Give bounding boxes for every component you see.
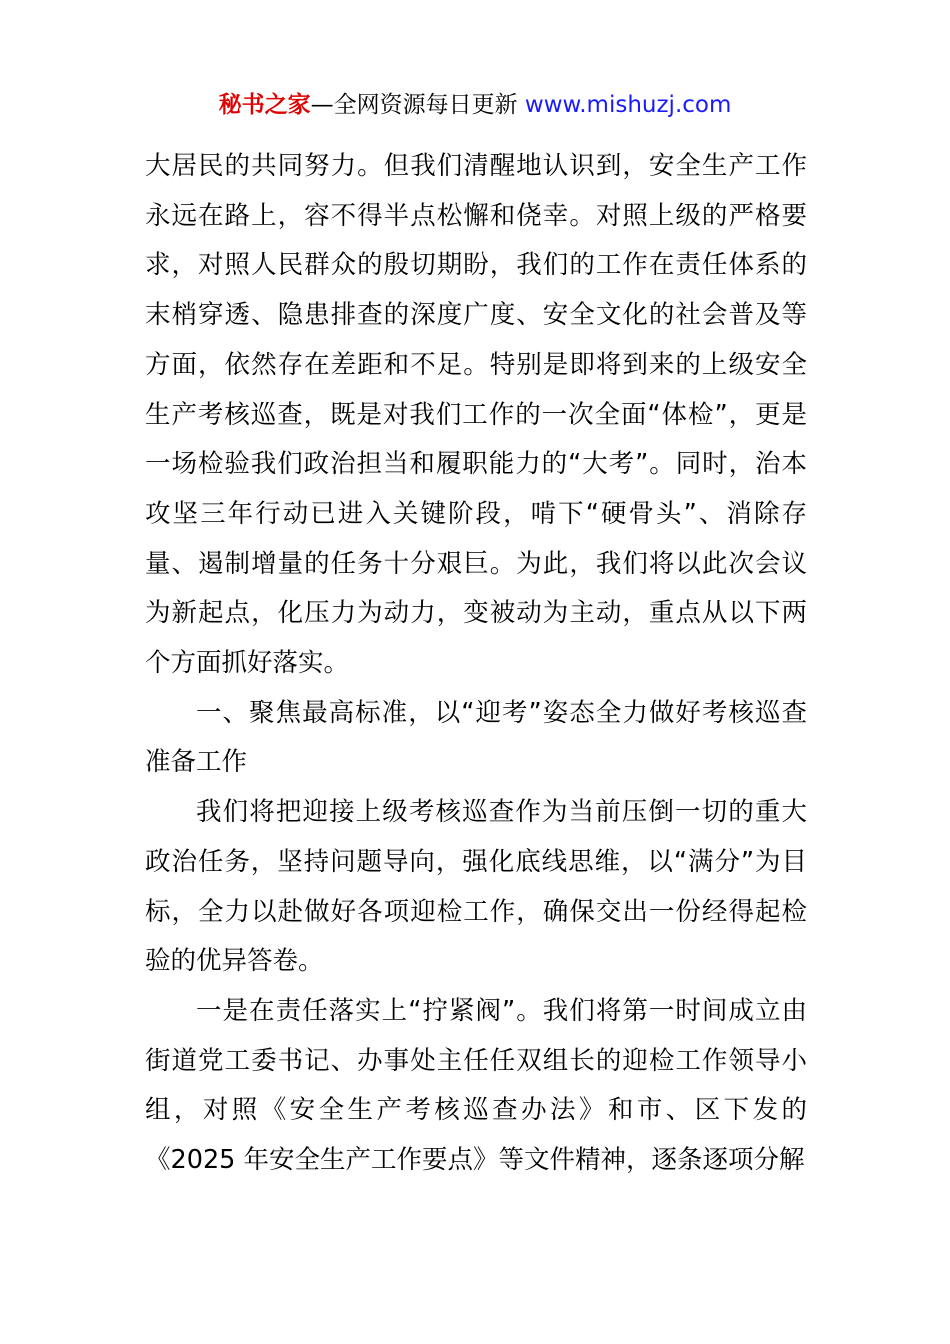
site-slogan: —全网资源每日更新 <box>310 92 525 118</box>
body-paragraph: 一是在责任落实上“拧紧阀”。我们将第一时间成立由街道党工委书记、办事处主任任双组长的迎检工作领导小组，对照《安全生产考核巡查办法》和市、区下发的《2025 年安全生产工作要点》等文件精神，逐条逐项分解 <box>145 995 807 1176</box>
site-url-link[interactable]: www.mishuzj.com <box>524 92 732 118</box>
section-heading: 一、聚焦最高标准，以“迎考”姿态全力做好考核巡查准备工作 <box>145 697 807 778</box>
body-paragraph: 我们将把迎接上级考核巡查作为当前压倒一切的重大政治任务，坚持问题导向，强化底线思维，以“满分”为目标，全力以赴做好各项迎检工作，确保交出一份经得起检验的优异答卷。 <box>145 797 807 977</box>
site-header <box>0 88 950 122</box>
document-body <box>145 142 807 1186</box>
body-paragraph-continued: 大居民的共同努力。但我们清醒地认识到，安全生产工作永远在路上，容不得半点松懈和侥幸。对照上级的严格要求，对照人民群众的殷切期盼，我们的工作在责任体系的末梢穿透、隐患排查的深度广度、安全文化的社会普及等方面，依然存在差距和不足。特别是即将到来的上级安全生产考核巡查，既是对我们工作的一次全面“体检”，更是一场检验我们政治担当和履职能力的“大考”。同时，治本攻坚三年行动已进入关键阶段，啃下“硬骨头”、消除存量、遏制增量的任务十分艰巨。为此，我们将以此次会议为新起点，化压力为动力，变被动为主动，重点从以下两个方面抓好落实。 <box>145 151 807 679</box>
site-brand: 秘书之家 <box>218 92 311 118</box>
